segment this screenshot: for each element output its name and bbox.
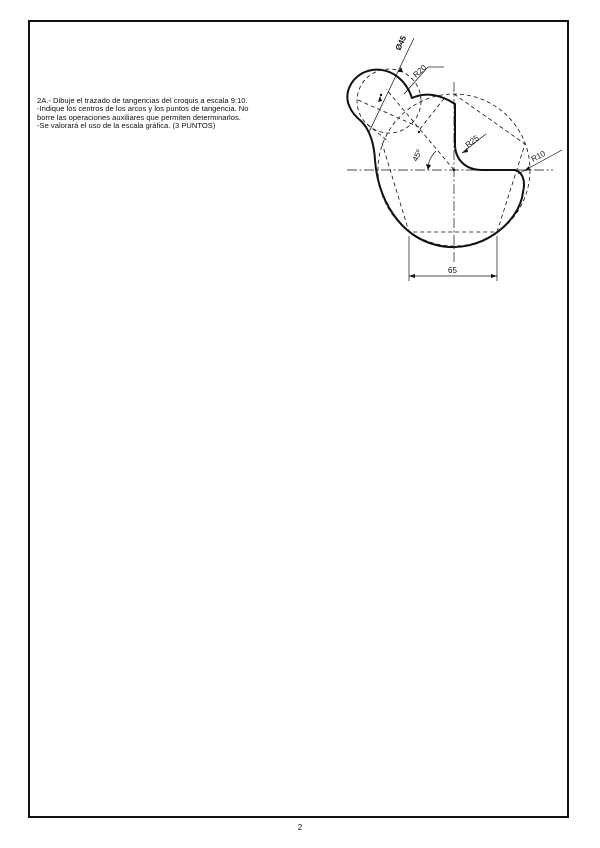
width-label: 65 [448, 266, 457, 275]
diameter-label: Ø45 [393, 34, 409, 52]
page-number: 2 [297, 823, 303, 832]
statement-line-1: 2A.- Dibuje el trazado de tangencias del croquis a escala 9:10. [37, 96, 248, 105]
radius-right-label: R10 [529, 148, 547, 164]
angle-label: 45º [410, 148, 424, 163]
statement-line-2: -Indique los centros de los arcos y los puntos de tangencia. No [37, 104, 249, 114]
profile-outline [347, 70, 524, 248]
statement-line-4: -Se valorará el uso de la escala gráfica. (3 PUNTOS) [37, 121, 216, 131]
exercise-statement [37, 97, 337, 131]
statement-line-3: borre las operaciones auxiliares que permiten determinarlos. [37, 112, 241, 122]
construction-geometry [357, 69, 530, 246]
tangency-sketch [340, 24, 568, 294]
radius-small-label: R20 [411, 62, 429, 80]
radius-inner-label: R25 [463, 133, 481, 150]
